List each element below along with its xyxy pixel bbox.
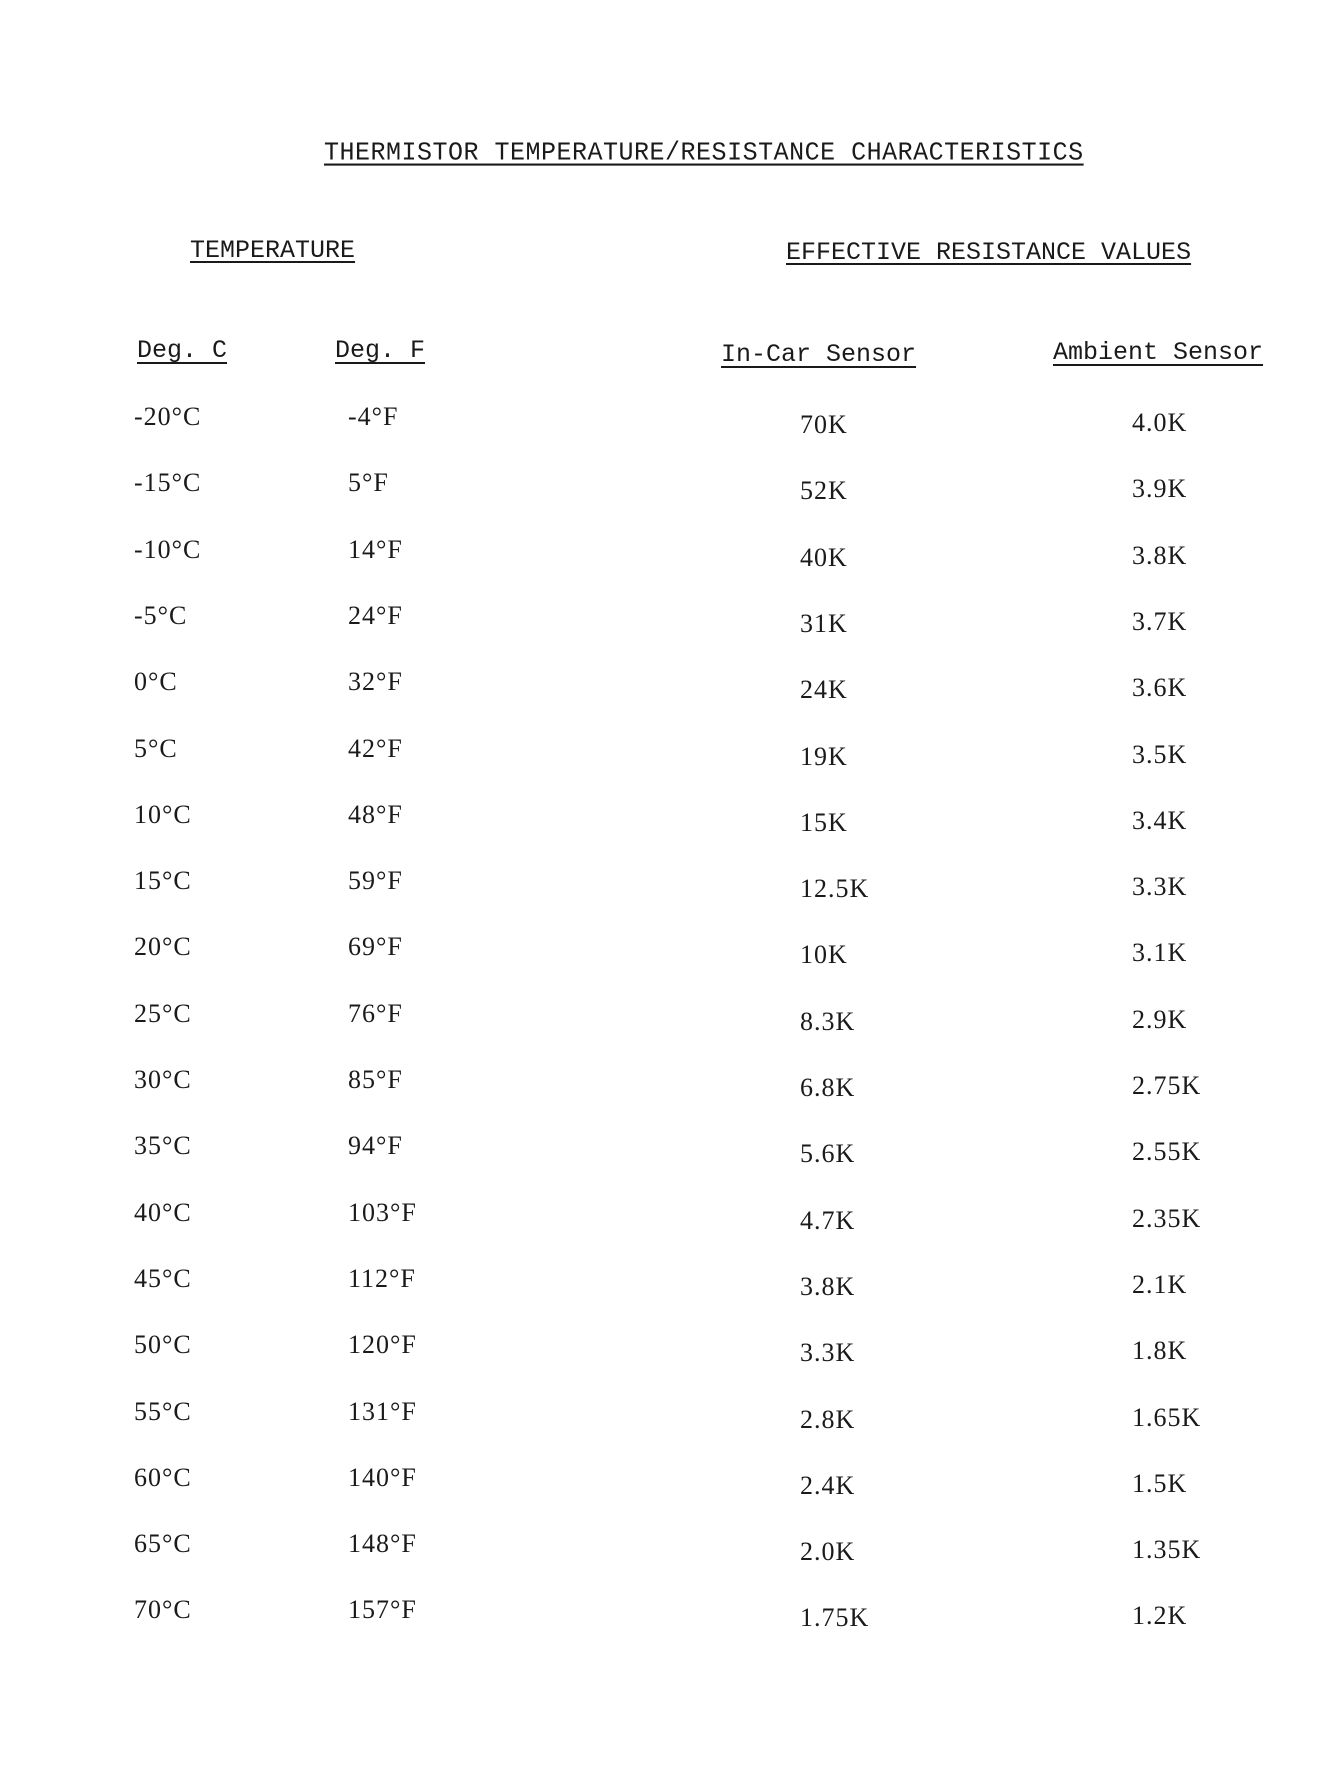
cell-ambient-sensor: 3.8K [1132, 541, 1188, 570]
table-row [0, 866, 1344, 906]
cell-ambient-sensor: 3.3K [1132, 872, 1188, 901]
column-header-deg-f: Deg. F [335, 336, 426, 365]
cell-deg-c: 70°C [134, 1595, 192, 1624]
column-header-ambient-sensor: Ambient Sensor [1053, 338, 1264, 367]
cell-deg-f: 42°F [348, 734, 403, 763]
cell-ambient-sensor: 4.0K [1132, 408, 1188, 437]
cell-deg-c: 50°C [134, 1330, 192, 1359]
cell-deg-f: 59°F [348, 866, 403, 895]
table-row [0, 1065, 1344, 1105]
table-row [0, 932, 1344, 972]
column-header-deg-c: Deg. C [137, 336, 228, 365]
cell-deg-f: 103°F [348, 1198, 417, 1227]
cell-in-car-sensor: 4.7K [800, 1206, 856, 1235]
cell-deg-c: 10°C [134, 800, 192, 829]
cell-in-car-sensor: 2.8K [800, 1405, 856, 1434]
cell-deg-c: 60°C [134, 1463, 192, 1492]
cell-ambient-sensor: 3.1K [1132, 938, 1188, 967]
cell-ambient-sensor: 1.8K [1132, 1336, 1188, 1365]
cell-in-car-sensor: 31K [800, 609, 848, 638]
cell-ambient-sensor: 2.75K [1132, 1071, 1202, 1100]
cell-deg-c: 40°C [134, 1198, 192, 1227]
cell-ambient-sensor: 3.7K [1132, 607, 1188, 636]
cell-deg-c: 20°C [134, 932, 192, 961]
table-row [0, 734, 1344, 774]
document-title: THERMISTOR TEMPERATURE/RESISTANCE CHARACTERISTICS [324, 137, 1084, 168]
cell-in-car-sensor: 24K [800, 675, 848, 704]
column-header-in-car-sensor: In-Car Sensor [721, 340, 917, 369]
table-row [0, 1330, 1344, 1370]
cell-in-car-sensor: 19K [800, 742, 848, 771]
cell-in-car-sensor: 3.8K [800, 1272, 856, 1301]
cell-deg-f: 140°F [348, 1463, 417, 1492]
cell-deg-f: 85°F [348, 1065, 403, 1094]
cell-ambient-sensor: 2.1K [1132, 1270, 1188, 1299]
cell-deg-c: 30°C [134, 1065, 192, 1094]
table-row [0, 1529, 1344, 1569]
cell-in-car-sensor: 2.0K [800, 1537, 856, 1566]
cell-deg-f: 24°F [348, 601, 403, 630]
cell-deg-f: 48°F [348, 800, 403, 829]
cell-deg-f: 14°F [348, 535, 403, 564]
cell-ambient-sensor: 3.4K [1132, 806, 1188, 835]
cell-deg-c: -20°C [134, 402, 202, 431]
table-row [0, 1264, 1344, 1304]
cell-deg-f: 148°F [348, 1529, 417, 1558]
cell-deg-f: 112°F [348, 1264, 416, 1293]
cell-ambient-sensor: 3.5K [1132, 740, 1188, 769]
cell-deg-c: -5°C [134, 601, 188, 630]
cell-in-car-sensor: 52K [800, 476, 848, 505]
cell-ambient-sensor: 3.6K [1132, 673, 1188, 702]
cell-deg-c: 35°C [134, 1131, 192, 1160]
cell-deg-c: -15°C [134, 468, 202, 497]
cell-ambient-sensor: 2.9K [1132, 1005, 1188, 1034]
cell-deg-f: 94°F [348, 1131, 403, 1160]
cell-ambient-sensor: 3.9K [1132, 474, 1188, 503]
cell-deg-f: 120°F [348, 1330, 417, 1359]
table-row [0, 1131, 1344, 1171]
table-row [0, 1463, 1344, 1503]
cell-deg-c: 55°C [134, 1397, 192, 1426]
cell-deg-f: 5°F [348, 468, 389, 497]
cell-ambient-sensor: 2.35K [1132, 1204, 1202, 1233]
cell-ambient-sensor: 1.2K [1132, 1601, 1188, 1630]
cell-in-car-sensor: 10K [800, 940, 848, 969]
table-row [0, 468, 1344, 508]
cell-in-car-sensor: 6.8K [800, 1073, 856, 1102]
cell-deg-f: 69°F [348, 932, 403, 961]
table-row [0, 535, 1344, 575]
cell-deg-c: 0°C [134, 667, 178, 696]
section-heading-resistance: EFFECTIVE RESISTANCE VALUES [786, 238, 1192, 267]
cell-deg-f: 32°F [348, 667, 403, 696]
table-row [0, 999, 1344, 1039]
cell-in-car-sensor: 8.3K [800, 1007, 856, 1036]
cell-deg-c: 15°C [134, 866, 192, 895]
table-row [0, 1397, 1344, 1437]
cell-in-car-sensor: 15K [800, 808, 848, 837]
cell-in-car-sensor: 1.75K [800, 1603, 870, 1632]
cell-ambient-sensor: 1.5K [1132, 1469, 1188, 1498]
cell-deg-c: 65°C [134, 1529, 192, 1558]
table-row [0, 800, 1344, 840]
table-row [0, 402, 1344, 442]
cell-ambient-sensor: 2.55K [1132, 1137, 1202, 1166]
cell-in-car-sensor: 70K [800, 410, 848, 439]
cell-in-car-sensor: 12.5K [800, 874, 870, 903]
cell-deg-c: -10°C [134, 535, 202, 564]
table-row [0, 601, 1344, 641]
section-heading-temperature: TEMPERATURE [190, 236, 356, 265]
cell-deg-f: 131°F [348, 1397, 417, 1426]
cell-deg-f: 76°F [348, 999, 403, 1028]
cell-deg-f: 157°F [348, 1595, 417, 1624]
cell-deg-c: 5°C [134, 734, 178, 763]
cell-deg-c: 25°C [134, 999, 192, 1028]
cell-ambient-sensor: 1.35K [1132, 1535, 1202, 1564]
cell-deg-c: 45°C [134, 1264, 192, 1293]
table-row [0, 1595, 1344, 1635]
cell-in-car-sensor: 2.4K [800, 1471, 856, 1500]
cell-in-car-sensor: 40K [800, 543, 848, 572]
cell-deg-f: -4°F [348, 402, 399, 431]
cell-ambient-sensor: 1.65K [1132, 1403, 1202, 1432]
table-row [0, 1198, 1344, 1238]
cell-in-car-sensor: 3.3K [800, 1338, 856, 1367]
cell-in-car-sensor: 5.6K [800, 1139, 856, 1168]
table-row [0, 667, 1344, 707]
